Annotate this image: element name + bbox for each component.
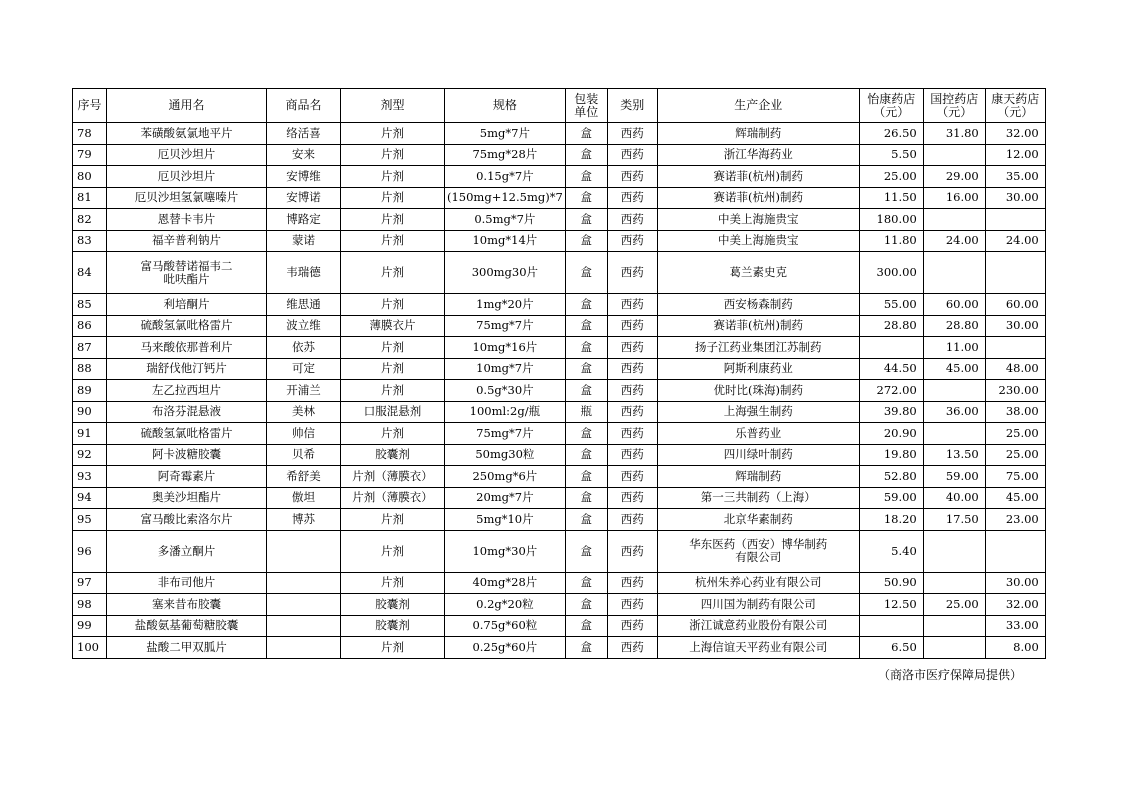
cell-category: 西药 <box>607 315 657 337</box>
cell-index: 87 <box>73 337 107 359</box>
cell-brand-name: 依苏 <box>267 337 341 359</box>
cell-dosage-form: 胶囊剂 <box>341 594 445 616</box>
cell-manufacturer: 浙江诚意药业股份有限公司 <box>657 615 859 637</box>
cell-price-kangtian: 38.00 <box>985 401 1045 423</box>
table-row <box>73 144 1046 166</box>
cell-price-yikang: 11.80 <box>859 230 923 252</box>
cell-price-guokong: 29.00 <box>923 166 985 188</box>
table-row <box>73 123 1046 145</box>
cell-price-kangtian: 60.00 <box>985 294 1045 316</box>
cell-dosage-form: 薄膜衣片 <box>341 315 445 337</box>
cell-generic-name: 利培酮片 <box>107 294 267 316</box>
cell-price-kangtian: 45.00 <box>985 487 1045 509</box>
cell-generic-name: 厄贝沙坦片 <box>107 166 267 188</box>
cell-generic-name: 硫酸氢氯吡格雷片 <box>107 315 267 337</box>
cell-generic-name: 阿卡波糖胶囊 <box>107 444 267 466</box>
cell-generic-name: 阿奇霉素片 <box>107 466 267 488</box>
cell-price-kangtian <box>985 252 1045 294</box>
cell-price-kangtian: 25.00 <box>985 444 1045 466</box>
cell-manufacturer: 华东医药（西安）博华制药 有限公司 <box>657 530 859 572</box>
cell-manufacturer: 乐普药业 <box>657 423 859 445</box>
cell-brand-name: 络活喜 <box>267 123 341 145</box>
cell-package-unit: 盒 <box>565 337 607 359</box>
cell-manufacturer: 上海强生制药 <box>657 401 859 423</box>
cell-index: 100 <box>73 637 107 659</box>
cell-dosage-form: 片剂 <box>341 187 445 209</box>
cell-specification: 10mg*16片 <box>445 337 566 359</box>
cell-price-kangtian <box>985 209 1045 231</box>
cell-generic-name: 塞来昔布胶囊 <box>107 594 267 616</box>
cell-package-unit: 盒 <box>565 530 607 572</box>
cell-index: 90 <box>73 401 107 423</box>
cell-manufacturer: 杭州朱养心药业有限公司 <box>657 572 859 594</box>
cell-price-guokong: 36.00 <box>923 401 985 423</box>
cell-category: 西药 <box>607 230 657 252</box>
cell-generic-name: 厄贝沙坦氢氯噻嗪片 <box>107 187 267 209</box>
cell-category: 西药 <box>607 423 657 445</box>
cell-specification: 20mg*7片 <box>445 487 566 509</box>
header-generic-name: 通用名 <box>107 89 267 123</box>
table-row <box>73 337 1046 359</box>
cell-package-unit: 盒 <box>565 123 607 145</box>
cell-category: 西药 <box>607 530 657 572</box>
cell-index: 78 <box>73 123 107 145</box>
cell-dosage-form: 片剂 <box>341 530 445 572</box>
cell-brand-name: 安来 <box>267 144 341 166</box>
cell-price-yikang <box>859 615 923 637</box>
table-row <box>73 209 1046 231</box>
cell-category: 西药 <box>607 401 657 423</box>
cell-manufacturer: 浙江华海药业 <box>657 144 859 166</box>
table-row <box>73 187 1046 209</box>
cell-price-guokong: 17.50 <box>923 509 985 531</box>
cell-manufacturer: 四川国为制药有限公司 <box>657 594 859 616</box>
cell-price-guokong <box>923 572 985 594</box>
cell-manufacturer: 辉瑞制药 <box>657 466 859 488</box>
cell-price-kangtian: 230.00 <box>985 380 1045 402</box>
cell-dosage-form: 片剂 <box>341 230 445 252</box>
cell-price-kangtian <box>985 337 1045 359</box>
cell-dosage-form: 口服混悬剂 <box>341 401 445 423</box>
table-row <box>73 615 1046 637</box>
cell-generic-name: 布洛芬混悬液 <box>107 401 267 423</box>
cell-generic-name: 恩替卡韦片 <box>107 209 267 231</box>
cell-price-guokong: 28.80 <box>923 315 985 337</box>
cell-manufacturer: 北京华素制药 <box>657 509 859 531</box>
cell-brand-name: 维思通 <box>267 294 341 316</box>
cell-price-yikang: 55.00 <box>859 294 923 316</box>
cell-index: 96 <box>73 530 107 572</box>
header-index: 序号 <box>73 89 107 123</box>
cell-specification: 300mg30片 <box>445 252 566 294</box>
cell-price-guokong <box>923 144 985 166</box>
cell-package-unit: 盒 <box>565 572 607 594</box>
cell-brand-name: 波立维 <box>267 315 341 337</box>
cell-manufacturer: 辉瑞制药 <box>657 123 859 145</box>
cell-price-yikang: 272.00 <box>859 380 923 402</box>
cell-price-yikang: 12.50 <box>859 594 923 616</box>
table-row <box>73 294 1046 316</box>
cell-price-yikang: 26.50 <box>859 123 923 145</box>
cell-specification: 250mg*6片 <box>445 466 566 488</box>
table-header-row <box>73 89 1046 123</box>
cell-price-guokong <box>923 209 985 231</box>
header-brand-name: 商品名 <box>267 89 341 123</box>
cell-price-yikang: 50.90 <box>859 572 923 594</box>
cell-dosage-form: 片剂 <box>341 380 445 402</box>
cell-specification: (150mg+12.5mg)*7 <box>445 187 566 209</box>
cell-generic-name: 瑞舒伐他汀钙片 <box>107 358 267 380</box>
cell-price-yikang: 300.00 <box>859 252 923 294</box>
cell-price-guokong: 24.00 <box>923 230 985 252</box>
cell-price-yikang <box>859 337 923 359</box>
cell-dosage-form: 片剂 <box>341 166 445 188</box>
cell-index: 98 <box>73 594 107 616</box>
cell-price-yikang: 11.50 <box>859 187 923 209</box>
cell-package-unit: 盒 <box>565 487 607 509</box>
cell-specification: 10mg*14片 <box>445 230 566 252</box>
cell-price-guokong <box>923 252 985 294</box>
source-note: （商洛市医疗保障局提供） <box>877 668 1022 682</box>
cell-price-kangtian <box>985 530 1045 572</box>
cell-category: 西药 <box>607 380 657 402</box>
cell-category: 西药 <box>607 615 657 637</box>
cell-price-guokong: 11.00 <box>923 337 985 359</box>
header-price-kangtian: 康天药店 （元） <box>985 89 1045 123</box>
cell-package-unit: 盒 <box>565 315 607 337</box>
cell-price-kangtian: 48.00 <box>985 358 1045 380</box>
cell-brand-name: 安博诺 <box>267 187 341 209</box>
cell-brand-name <box>267 594 341 616</box>
table-row <box>73 444 1046 466</box>
cell-price-guokong <box>923 530 985 572</box>
cell-category: 西药 <box>607 466 657 488</box>
table-row <box>73 594 1046 616</box>
cell-dosage-form: 片剂 <box>341 252 445 294</box>
cell-generic-name: 多潘立酮片 <box>107 530 267 572</box>
cell-generic-name: 奥美沙坦酯片 <box>107 487 267 509</box>
cell-manufacturer: 第一三共制药（上海） <box>657 487 859 509</box>
cell-index: 92 <box>73 444 107 466</box>
cell-price-guokong <box>923 615 985 637</box>
cell-price-yikang: 39.80 <box>859 401 923 423</box>
cell-package-unit: 盒 <box>565 187 607 209</box>
cell-category: 西药 <box>607 444 657 466</box>
cell-package-unit: 盒 <box>565 209 607 231</box>
table-row <box>73 252 1046 294</box>
cell-brand-name: 希舒美 <box>267 466 341 488</box>
cell-price-yikang: 59.00 <box>859 487 923 509</box>
cell-specification: 10mg*30片 <box>445 530 566 572</box>
cell-manufacturer: 西安杨森制药 <box>657 294 859 316</box>
cell-specification: 75mg*7片 <box>445 423 566 445</box>
cell-dosage-form: 片剂 <box>341 294 445 316</box>
cell-manufacturer: 中美上海施贵宝 <box>657 209 859 231</box>
cell-category: 西药 <box>607 209 657 231</box>
cell-specification: 40mg*28片 <box>445 572 566 594</box>
cell-package-unit: 瓶 <box>565 401 607 423</box>
cell-category: 西药 <box>607 594 657 616</box>
cell-category: 西药 <box>607 487 657 509</box>
cell-price-yikang: 6.50 <box>859 637 923 659</box>
cell-package-unit: 盒 <box>565 230 607 252</box>
cell-dosage-form: 片剂（薄膜衣） <box>341 487 445 509</box>
cell-category: 西药 <box>607 252 657 294</box>
price-table-container <box>72 88 1046 659</box>
cell-category: 西药 <box>607 144 657 166</box>
cell-brand-name: 蒙诺 <box>267 230 341 252</box>
cell-price-guokong: 40.00 <box>923 487 985 509</box>
header-dosage-form: 剂型 <box>341 89 445 123</box>
cell-manufacturer: 赛诺菲(杭州)制药 <box>657 187 859 209</box>
cell-price-kangtian: 23.00 <box>985 509 1045 531</box>
cell-package-unit: 盒 <box>565 509 607 531</box>
cell-dosage-form: 片剂（薄膜衣） <box>341 466 445 488</box>
cell-package-unit: 盒 <box>565 358 607 380</box>
cell-index: 84 <box>73 252 107 294</box>
cell-generic-name: 厄贝沙坦片 <box>107 144 267 166</box>
cell-dosage-form: 片剂 <box>341 637 445 659</box>
cell-price-guokong: 45.00 <box>923 358 985 380</box>
cell-specification: 10mg*7片 <box>445 358 566 380</box>
cell-index: 81 <box>73 187 107 209</box>
cell-price-guokong: 31.80 <box>923 123 985 145</box>
table-row <box>73 530 1046 572</box>
cell-price-guokong: 59.00 <box>923 466 985 488</box>
cell-price-yikang: 5.40 <box>859 530 923 572</box>
cell-package-unit: 盒 <box>565 144 607 166</box>
table-row <box>73 401 1046 423</box>
header-specification: 规格 <box>445 89 566 123</box>
cell-index: 80 <box>73 166 107 188</box>
cell-price-guokong <box>923 637 985 659</box>
cell-package-unit: 盒 <box>565 615 607 637</box>
cell-manufacturer: 阿斯利康药业 <box>657 358 859 380</box>
cell-price-guokong: 16.00 <box>923 187 985 209</box>
cell-index: 93 <box>73 466 107 488</box>
cell-dosage-form: 片剂 <box>341 572 445 594</box>
cell-manufacturer: 赛诺菲(杭州)制药 <box>657 315 859 337</box>
table-row <box>73 230 1046 252</box>
table-row <box>73 509 1046 531</box>
cell-specification: 5mg*7片 <box>445 123 566 145</box>
cell-category: 西药 <box>607 187 657 209</box>
cell-category: 西药 <box>607 358 657 380</box>
cell-price-kangtian: 35.00 <box>985 166 1045 188</box>
cell-price-kangtian: 24.00 <box>985 230 1045 252</box>
cell-manufacturer: 四川绿叶制药 <box>657 444 859 466</box>
cell-brand-name: 可定 <box>267 358 341 380</box>
cell-manufacturer: 葛兰素史克 <box>657 252 859 294</box>
cell-index: 89 <box>73 380 107 402</box>
cell-category: 西药 <box>607 123 657 145</box>
cell-brand-name: 博苏 <box>267 509 341 531</box>
cell-manufacturer: 优时比(珠海)制药 <box>657 380 859 402</box>
cell-dosage-form: 片剂 <box>341 337 445 359</box>
header-manufacturer: 生产企业 <box>657 89 859 123</box>
cell-dosage-form: 片剂 <box>341 144 445 166</box>
cell-index: 86 <box>73 315 107 337</box>
header-category: 类别 <box>607 89 657 123</box>
cell-brand-name <box>267 572 341 594</box>
cell-price-yikang: 20.90 <box>859 423 923 445</box>
cell-package-unit: 盒 <box>565 294 607 316</box>
cell-price-kangtian: 30.00 <box>985 187 1045 209</box>
cell-price-kangtian: 12.00 <box>985 144 1045 166</box>
cell-manufacturer: 赛诺菲(杭州)制药 <box>657 166 859 188</box>
cell-brand-name: 帅信 <box>267 423 341 445</box>
cell-specification: 75mg*28片 <box>445 144 566 166</box>
cell-generic-name: 左乙拉西坦片 <box>107 380 267 402</box>
cell-index: 85 <box>73 294 107 316</box>
cell-specification: 5mg*10片 <box>445 509 566 531</box>
cell-specification: 0.5g*30片 <box>445 380 566 402</box>
cell-manufacturer: 扬子江药业集团江苏制药 <box>657 337 859 359</box>
cell-manufacturer: 上海信谊天平药业有限公司 <box>657 637 859 659</box>
header-price-yikang: 怡康药店 （元） <box>859 89 923 123</box>
table-row <box>73 572 1046 594</box>
price-table <box>72 88 1046 659</box>
cell-category: 西药 <box>607 337 657 359</box>
cell-category: 西药 <box>607 509 657 531</box>
cell-generic-name: 硫酸氢氯吡格雷片 <box>107 423 267 445</box>
cell-price-yikang: 5.50 <box>859 144 923 166</box>
cell-manufacturer: 中美上海施贵宝 <box>657 230 859 252</box>
cell-price-kangtian: 32.00 <box>985 123 1045 145</box>
cell-price-kangtian: 33.00 <box>985 615 1045 637</box>
cell-package-unit: 盒 <box>565 444 607 466</box>
cell-price-yikang: 180.00 <box>859 209 923 231</box>
cell-price-yikang: 28.80 <box>859 315 923 337</box>
cell-package-unit: 盒 <box>565 466 607 488</box>
table-row <box>73 380 1046 402</box>
cell-price-kangtian: 30.00 <box>985 572 1045 594</box>
cell-specification: 100ml:2g/瓶 <box>445 401 566 423</box>
cell-generic-name: 马来酸依那普利片 <box>107 337 267 359</box>
cell-index: 91 <box>73 423 107 445</box>
cell-generic-name: 盐酸二甲双胍片 <box>107 637 267 659</box>
cell-specification: 0.15g*7片 <box>445 166 566 188</box>
cell-generic-name: 苯磺酸氨氯地平片 <box>107 123 267 145</box>
cell-specification: 0.25g*60片 <box>445 637 566 659</box>
cell-dosage-form: 胶囊剂 <box>341 615 445 637</box>
cell-price-guokong: 25.00 <box>923 594 985 616</box>
table-row <box>73 315 1046 337</box>
cell-package-unit: 盒 <box>565 594 607 616</box>
cell-brand-name: 安博维 <box>267 166 341 188</box>
cell-price-yikang: 18.20 <box>859 509 923 531</box>
table-row <box>73 358 1046 380</box>
cell-category: 西药 <box>607 166 657 188</box>
cell-index: 99 <box>73 615 107 637</box>
cell-specification: 1mg*20片 <box>445 294 566 316</box>
table-row <box>73 423 1046 445</box>
table-row <box>73 166 1046 188</box>
cell-price-yikang: 25.00 <box>859 166 923 188</box>
cell-dosage-form: 片剂 <box>341 209 445 231</box>
cell-brand-name: 傲坦 <box>267 487 341 509</box>
cell-brand-name: 美林 <box>267 401 341 423</box>
cell-index: 79 <box>73 144 107 166</box>
cell-index: 88 <box>73 358 107 380</box>
cell-index: 82 <box>73 209 107 231</box>
cell-price-kangtian: 25.00 <box>985 423 1045 445</box>
cell-price-yikang: 52.80 <box>859 466 923 488</box>
cell-dosage-form: 片剂 <box>341 509 445 531</box>
cell-specification: 75mg*7片 <box>445 315 566 337</box>
cell-category: 西药 <box>607 572 657 594</box>
table-body <box>73 123 1046 659</box>
cell-specification: 0.5mg*7片 <box>445 209 566 231</box>
cell-price-kangtian: 75.00 <box>985 466 1045 488</box>
cell-price-kangtian: 30.00 <box>985 315 1045 337</box>
cell-index: 97 <box>73 572 107 594</box>
cell-index: 83 <box>73 230 107 252</box>
table-row <box>73 487 1046 509</box>
cell-index: 94 <box>73 487 107 509</box>
cell-index: 95 <box>73 509 107 531</box>
cell-brand-name: 韦瑞德 <box>267 252 341 294</box>
cell-generic-name: 福辛普利钠片 <box>107 230 267 252</box>
cell-price-guokong <box>923 423 985 445</box>
cell-specification: 0.2g*20粒 <box>445 594 566 616</box>
cell-brand-name <box>267 637 341 659</box>
header-price-guokong: 国控药店 （元） <box>923 89 985 123</box>
cell-dosage-form: 片剂 <box>341 358 445 380</box>
cell-generic-name: 富马酸替诺福韦二 吡呋酯片 <box>107 252 267 294</box>
cell-package-unit: 盒 <box>565 380 607 402</box>
cell-price-kangtian: 8.00 <box>985 637 1045 659</box>
cell-dosage-form: 片剂 <box>341 423 445 445</box>
cell-brand-name <box>267 615 341 637</box>
cell-package-unit: 盒 <box>565 423 607 445</box>
cell-price-guokong: 60.00 <box>923 294 985 316</box>
cell-dosage-form: 片剂 <box>341 123 445 145</box>
cell-price-yikang: 44.50 <box>859 358 923 380</box>
cell-brand-name: 贝希 <box>267 444 341 466</box>
cell-category: 西药 <box>607 294 657 316</box>
cell-dosage-form: 胶囊剂 <box>341 444 445 466</box>
cell-package-unit: 盒 <box>565 252 607 294</box>
cell-package-unit: 盒 <box>565 637 607 659</box>
cell-price-guokong: 13.50 <box>923 444 985 466</box>
cell-category: 西药 <box>607 637 657 659</box>
cell-specification: 50mg30粒 <box>445 444 566 466</box>
cell-package-unit: 盒 <box>565 166 607 188</box>
table-row <box>73 466 1046 488</box>
cell-price-guokong <box>923 380 985 402</box>
cell-price-yikang: 19.80 <box>859 444 923 466</box>
cell-brand-name: 开浦兰 <box>267 380 341 402</box>
header-package-unit: 包装 单位 <box>565 89 607 123</box>
cell-generic-name: 盐酸氨基葡萄糖胶囊 <box>107 615 267 637</box>
table-row <box>73 637 1046 659</box>
cell-generic-name: 非布司他片 <box>107 572 267 594</box>
cell-brand-name: 博路定 <box>267 209 341 231</box>
cell-price-kangtian: 32.00 <box>985 594 1045 616</box>
cell-generic-name: 富马酸比索洛尔片 <box>107 509 267 531</box>
cell-brand-name <box>267 530 341 572</box>
cell-specification: 0.75g*60粒 <box>445 615 566 637</box>
